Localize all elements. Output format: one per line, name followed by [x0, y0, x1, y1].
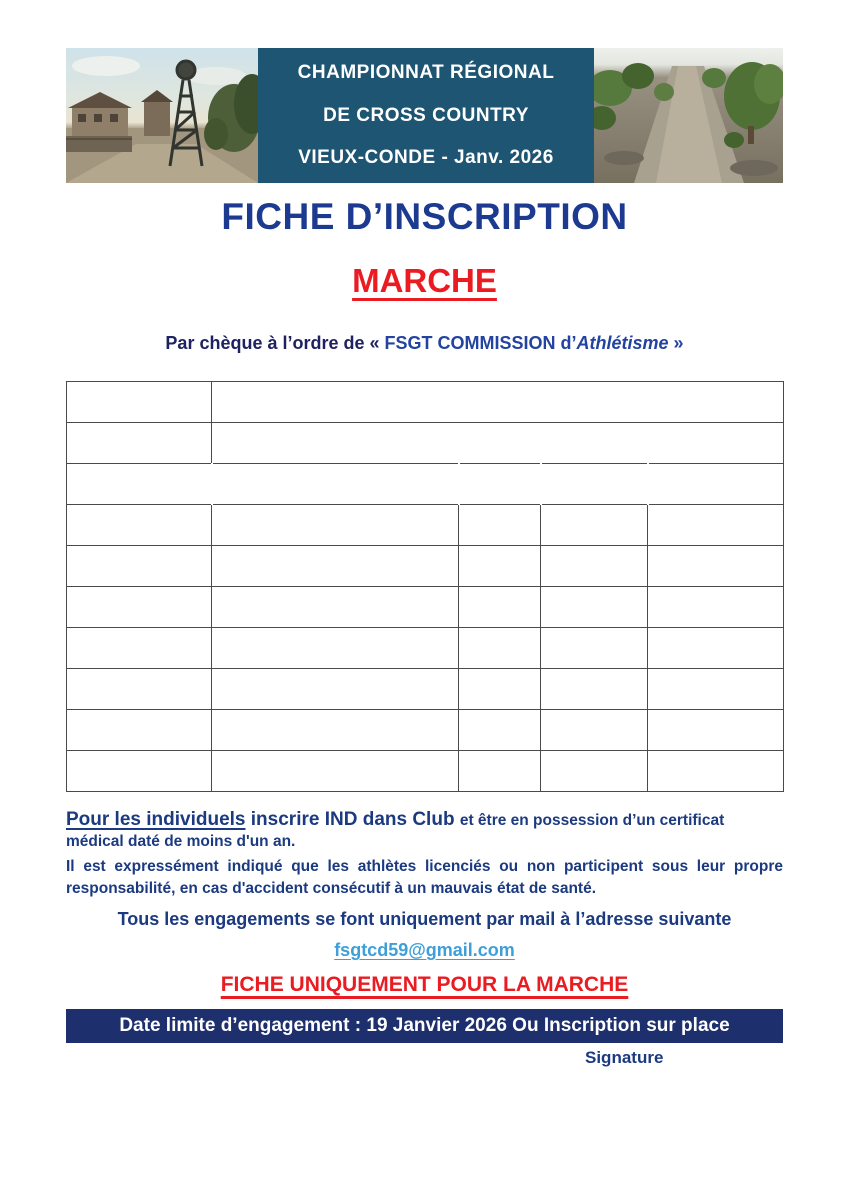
entry-cell[interactable]	[67, 505, 212, 546]
page-title: FICHE D’INSCRIPTION	[221, 196, 628, 237]
column-header-row	[67, 464, 784, 505]
individuals-bold: inscrire IND dans Club	[245, 809, 460, 830]
entry-cell[interactable]	[212, 628, 459, 669]
entry-cell[interactable]	[648, 710, 784, 751]
entry-cell[interactable]	[212, 710, 459, 751]
club-value-row	[67, 423, 784, 464]
entry-cell[interactable]	[67, 751, 212, 792]
entry-cell[interactable]	[541, 587, 648, 628]
deadline-banner: Date limite d’engagement : 19 Janvier 2026 Ou Inscription sur place	[66, 1009, 783, 1043]
page-subtitle	[66, 262, 783, 300]
entry-cell[interactable]	[459, 505, 541, 546]
entry-cell[interactable]	[67, 628, 212, 669]
entry-cell[interactable]	[541, 628, 648, 669]
entry-row	[67, 751, 784, 792]
payment-suffix: »	[668, 333, 684, 353]
entry-cell[interactable]	[67, 710, 212, 751]
entry-cell[interactable]	[67, 669, 212, 710]
club-header-cell: NOM DU CLUB	[212, 382, 784, 423]
entry-cell[interactable]	[541, 505, 648, 546]
entry-cell[interactable]	[648, 669, 784, 710]
fiche-only-note	[66, 973, 783, 997]
column-header-licence: N° Licence	[648, 464, 784, 505]
signature-label: Signature	[585, 1047, 664, 1067]
entry-cell[interactable]	[648, 628, 784, 669]
entry-row	[67, 669, 784, 710]
entry-cell[interactable]	[459, 587, 541, 628]
entry-cell[interactable]	[648, 751, 784, 792]
entry-cell[interactable]	[459, 751, 541, 792]
payment-instruction	[66, 333, 783, 354]
trail-photo-illustration	[594, 48, 783, 183]
banner-line-2: DE CROSS COUNTRY	[323, 104, 529, 126]
mine-photo	[66, 48, 258, 183]
individuals-underlined: Pour les individuels	[66, 809, 246, 830]
column-header-annee: Année de Naissance	[541, 464, 648, 505]
payment-org: FSGT COMMISSION d’	[384, 333, 577, 353]
engagements-note: Tous les engagements se font uniquement par mail à l’adresse suivante	[117, 908, 732, 929]
entry-cell[interactable]	[459, 669, 541, 710]
entry-cell[interactable]	[648, 546, 784, 587]
registration-table	[66, 381, 783, 792]
banner-line-3: VIEUX-CONDE - Janv. 2026	[298, 147, 554, 168]
entry-cell[interactable]	[648, 587, 784, 628]
column-header-sexe: Sexe	[459, 464, 541, 505]
entry-cell[interactable]	[541, 710, 648, 751]
trail-photo	[594, 48, 783, 183]
entry-cell[interactable]	[212, 669, 459, 710]
column-header-nom: NOM	[67, 464, 212, 505]
club-blank-cell	[67, 423, 212, 464]
entry-row	[67, 546, 784, 587]
entry-cell[interactable]	[459, 546, 541, 587]
individuals-small: et être en possession d’un certificat	[459, 812, 725, 829]
club-header-row	[67, 382, 784, 423]
entry-row	[67, 710, 784, 751]
entry-cell[interactable]	[541, 751, 648, 792]
entry-cell[interactable]	[541, 546, 648, 587]
entries-table-body	[67, 382, 784, 792]
entry-cell[interactable]	[67, 546, 212, 587]
payment-org-italic: Athlétisme	[576, 333, 669, 353]
email-link[interactable]: fsgtcd59@gmail.com	[334, 939, 515, 960]
banner-line-1: CHAMPIONNAT RÉGIONAL	[297, 62, 555, 83]
entry-cell[interactable]	[212, 751, 459, 792]
entry-cell[interactable]	[212, 546, 459, 587]
club-corner-cell	[67, 382, 212, 423]
entry-cell[interactable]	[648, 505, 784, 546]
entry-cell[interactable]	[212, 505, 459, 546]
entry-row	[67, 587, 784, 628]
entry-cell[interactable]	[459, 710, 541, 751]
entry-cell[interactable]	[459, 628, 541, 669]
mine-photo-illustration	[66, 48, 258, 183]
column-header-prenom: Prénom	[212, 464, 459, 505]
notes-section	[66, 808, 783, 1068]
club-value-cell[interactable]	[212, 423, 784, 464]
medical-note: médical daté de moins d'un an.	[66, 832, 296, 850]
page-subtitle-text: MARCHE	[352, 262, 497, 299]
entry-cell[interactable]	[67, 587, 212, 628]
entry-cell[interactable]	[212, 587, 459, 628]
individuals-note	[66, 808, 783, 832]
payment-prefix: Par chèque à l’ordre de «	[165, 333, 385, 353]
entry-row	[67, 505, 784, 546]
liability-note: Il est expressément indiqué que les athlètes licenciés ou non participent sous leur propre responsabilité, en cas d'accident consécutif à un mauvais état de santé.	[66, 857, 783, 898]
email-line	[66, 940, 783, 961]
entry-row	[67, 628, 784, 669]
banner	[66, 48, 783, 183]
banner-title-box	[258, 48, 594, 183]
entry-cell[interactable]	[541, 669, 648, 710]
fiche-only-text: FICHE UNIQUEMENT POUR LA MARCHE	[220, 972, 629, 996]
